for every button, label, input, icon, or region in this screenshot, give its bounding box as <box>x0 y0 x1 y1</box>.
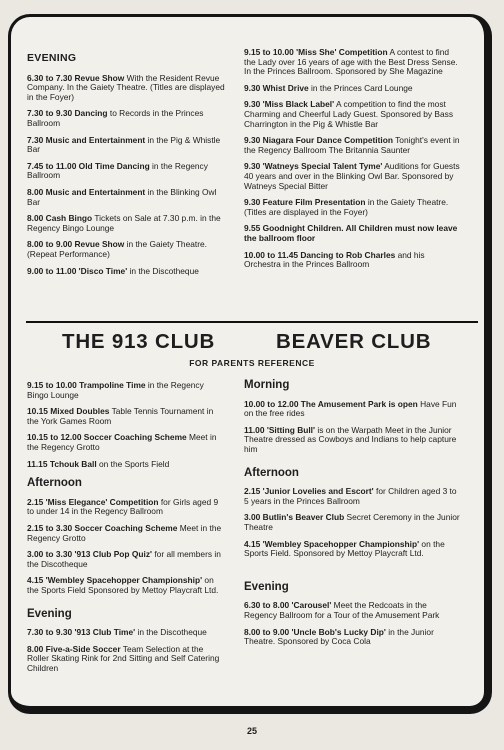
entry-description: Auditions for Guests 40 years and over in the Blinking Owl Bar. Sponsored by Watneys Special Bitter <box>244 161 460 191</box>
entry-description: A contest to find the Lady over 16 years of age with the Best Dress Sense. In the Princes Ballroom. Sponsored by She Magazine <box>244 47 458 77</box>
entry-description: in the Junior Theatre. Sponsored by Coca Cola <box>244 626 434 647</box>
schedule-list <box>27 74 227 277</box>
afternoon-heading: Afternoon <box>27 477 82 490</box>
entry-description: Meet the Redcoats in the Regency Ballroom for a Tour of the Amusement Park <box>244 600 440 620</box>
entry-title: Mixed Doubles <box>47 406 110 417</box>
evening-heading: Evening <box>244 580 289 593</box>
schedule-entry <box>244 400 462 419</box>
entry-title: Revue Show <box>72 72 125 83</box>
entry-time: 9.00 to 11.00 <box>27 265 77 276</box>
entry-time: 7.30 <box>27 134 44 145</box>
schedule-entry <box>244 136 462 155</box>
beaver-club-column <box>244 381 462 654</box>
schedule-entry <box>27 267 227 277</box>
entry-time: 9.15 to 10.00 <box>27 380 77 390</box>
entry-title: 'Disco Time' <box>76 265 128 276</box>
entry-time: 2.15 <box>27 496 44 507</box>
top-left-column <box>27 54 227 283</box>
schedule-entry <box>244 513 462 532</box>
entry-time: 8.00 <box>27 643 44 654</box>
entry-description: Tonight's event in the Regency Ballroom The Britannia Saunter <box>244 135 460 155</box>
entry-title: 'Watneys Special Talent Tyme' <box>260 161 383 172</box>
entry-time: 11.00 <box>244 424 265 435</box>
entry-time: 7.30 to 9.30 <box>27 108 73 119</box>
schedule-entry <box>27 645 227 674</box>
top-right-column <box>244 48 462 277</box>
entry-description: Meet in the Regency Grotto <box>27 522 222 543</box>
entry-title: Goodnight Children. All Children must now leave the ballroom floor <box>244 223 458 243</box>
page-number: 25 <box>246 726 257 736</box>
schedule-entry <box>27 498 227 517</box>
schedule-entry <box>27 74 227 103</box>
entry-title: Butlin's Beaver Club <box>260 512 345 523</box>
afternoon-heading: Afternoon <box>244 466 299 479</box>
entry-title: Five-a-Side Soccer <box>43 643 121 654</box>
entry-time: 6.30 to 7.30 <box>27 72 73 83</box>
entry-description: in the Discotheque <box>127 265 199 276</box>
entry-title: Revue Show <box>72 239 125 250</box>
entry-title: 'Sitting Bull' <box>264 424 316 435</box>
schedule-entry <box>27 162 227 181</box>
entry-time: 9.30 <box>244 135 261 146</box>
beaver-club-title: BEAVER CLUB <box>276 330 432 353</box>
section-divider <box>26 321 478 323</box>
entry-title: 'Miss She' Competition <box>293 47 388 57</box>
entry-time: 4.15 <box>244 538 261 549</box>
entry-description: and his Orchestra in the Princes Ballroom <box>244 249 425 270</box>
entry-time: 3.00 to 3.30 <box>27 549 73 560</box>
entry-time: 4.15 <box>27 575 44 586</box>
entry-description: to Records in the Princes Ballroom <box>27 108 204 128</box>
schedule-entry <box>244 601 462 620</box>
entry-title: Dancing <box>72 108 108 119</box>
schedule-entry <box>244 84 462 94</box>
schedule-entry <box>27 628 227 638</box>
schedule-entry <box>27 460 227 470</box>
evening-list <box>244 601 462 646</box>
entry-title: Niagara Four Dance Competition <box>260 135 393 146</box>
afternoon-list <box>27 498 227 596</box>
entry-description: is on the Warpath Meet in the Junior Theatre dressed as Cowboys and Indians to help capture him <box>244 424 457 454</box>
entry-title: 'Carousel' <box>289 600 332 611</box>
entry-description: in the Regency Ballroom <box>27 160 208 181</box>
entry-title: 'Uncle Bob's Lucky Dip' <box>289 626 386 637</box>
entry-title: Soccer Coaching Scheme <box>72 522 178 533</box>
schedule-entry <box>244 100 462 129</box>
entry-time: 10.15 <box>27 406 48 417</box>
schedule-entry <box>27 136 227 155</box>
entry-description: in the Gaiety Theatre. (Titles are displayed in the Foyer) <box>244 197 449 217</box>
schedule-entry <box>244 426 462 455</box>
entry-time: 8.00 to 9.00 <box>244 626 290 637</box>
entry-description: Meet in the Regency Grotto <box>27 432 217 452</box>
entry-time: 2.15 <box>244 486 261 497</box>
entry-title: Old Time Dancing <box>76 160 150 171</box>
entry-title: Tchouk Ball <box>47 458 97 469</box>
entry-time: 9.30 <box>244 99 261 110</box>
entry-time: 7.45 to 11.00 <box>27 160 77 171</box>
entry-description: Tickets on Sale at 7.30 p.m. in the Regency Bingo Lounge <box>27 213 221 233</box>
entry-time: 8.00 to 9.00 <box>27 239 73 250</box>
morning-list <box>27 381 227 469</box>
morning-heading: Morning <box>244 379 290 391</box>
schedule-entry <box>27 576 227 595</box>
schedule-entry <box>27 407 227 426</box>
entry-description: Table Tennis Tournament in the York Games Room <box>27 406 214 426</box>
entry-description: on the Sports Field Sponsored by Mettoy Playcraft Ltd. <box>27 575 219 595</box>
entry-title: '913 Club Time' <box>72 627 136 638</box>
parents-reference-subtitle: FOR PARENTS REFERENCE <box>189 358 315 368</box>
evening-heading: Evening <box>27 607 72 620</box>
entry-description: in the Princes Card Lounge <box>308 82 413 93</box>
schedule-entry <box>244 162 462 191</box>
evening-list <box>27 628 227 673</box>
entry-title: 'Wembley Spacehopper Championship' <box>260 538 420 549</box>
entry-title: The Amusement Park is open <box>298 398 418 409</box>
schedule-entry <box>27 240 227 259</box>
entry-description: in the Discotheque <box>135 627 207 638</box>
entry-time: 8.00 <box>27 186 44 197</box>
club-913-title: THE 913 CLUB <box>62 330 216 353</box>
entry-time: 7.30 to 9.30 <box>27 627 73 638</box>
entry-title: 'Miss Black Label' <box>260 99 335 110</box>
schedule-entry <box>27 188 227 207</box>
entry-title: 'Wembley Spacehopper Championship' <box>43 575 203 586</box>
schedule-entry <box>244 198 462 217</box>
entry-description: in the Regency Bingo Lounge <box>27 380 204 400</box>
schedule-entry <box>244 628 462 647</box>
entry-title: Dancing to Rob Charles <box>298 249 396 260</box>
entry-description: on the Sports Field <box>96 458 170 469</box>
entry-description: on the Sports Field. Sponsored by Mettoy Playcraft Ltd. <box>244 538 445 559</box>
schedule-entry <box>27 433 227 452</box>
club-913-column <box>27 381 227 680</box>
entry-time: 2.15 to 3.30 <box>27 522 73 533</box>
entry-time: 8.00 <box>27 213 44 224</box>
entry-description: in the Pig & Whistle Bar <box>27 134 221 155</box>
entry-time: 10.00 to 11.45 <box>244 249 299 260</box>
entry-time: 6.30 to 8.00 <box>244 600 290 611</box>
entry-title: '913 Club Pop Quiz' <box>72 549 153 560</box>
entry-title: 'Miss Elegance' Competition <box>43 496 159 507</box>
schedule-entry <box>244 48 462 77</box>
schedule-entry <box>27 550 227 569</box>
entry-time: 10.00 to 12.00 <box>244 398 299 409</box>
entry-time: 9.30 <box>244 197 261 208</box>
entry-description: for Girls aged 9 to under 14 in the Regency Ballroom <box>27 496 219 517</box>
entry-title: 'Junior Lovelies and Escort' <box>260 486 374 497</box>
entry-title: Music and Entertainment <box>43 186 146 197</box>
entry-time: 10.15 to 12.00 <box>27 432 82 443</box>
evening-heading: EVENING <box>27 52 77 64</box>
entry-description: Team Selection at the Roller Skating Rink for 2nd Sitting and Self Catering Children <box>27 643 220 673</box>
entry-description: Have Fun on the free rides <box>244 398 457 419</box>
schedule-entry <box>27 214 227 233</box>
entry-time: 9.30 <box>244 82 261 93</box>
schedule-list <box>244 48 462 270</box>
entry-title: Trampoline Time <box>76 380 146 390</box>
entry-title: Music and Entertainment <box>43 134 146 145</box>
schedule-entry <box>27 524 227 543</box>
entry-time: 3.00 <box>244 512 261 523</box>
entry-description: A competition to find the most Charming and Cheerful Lady Guest. Sponsored by Bass Charrington in the Pig & Whistle Bar <box>244 99 454 129</box>
entry-description: in the Gaiety Theatre. (Repeat Performance) <box>27 239 208 259</box>
entry-description: for Children aged 3 to 5 years in the Princes Ballroom <box>244 486 457 506</box>
entry-title: Soccer Coaching Scheme <box>81 432 187 443</box>
schedule-entry <box>244 540 462 559</box>
schedule-entry <box>27 381 227 400</box>
entry-time: 11.15 <box>27 458 48 469</box>
schedule-entry <box>244 224 462 243</box>
morning-list <box>244 400 462 455</box>
entry-description: for all members in the Discotheque <box>27 549 221 569</box>
entry-title: Feature Film Presentation <box>260 197 366 208</box>
entry-description: With the Resident Revue Company. In the Gaiety Theatre. (Titles are displayed in the Foyer) <box>27 72 225 102</box>
entry-description: Secret Ceremony in the Junior Theatre <box>244 512 460 532</box>
afternoon-list <box>244 487 462 559</box>
entry-title: Cash Bingo <box>43 213 93 224</box>
schedule-entry <box>244 487 462 506</box>
entry-time: 9.30 <box>244 161 261 172</box>
entry-title: Whist Drive <box>260 82 309 93</box>
entry-time: 9.15 to 10.00 <box>244 47 294 57</box>
schedule-entry <box>244 251 462 270</box>
entry-description: in the Blinking Owl Bar <box>27 186 217 207</box>
schedule-entry <box>27 109 227 128</box>
entry-time: 9.55 <box>244 223 261 234</box>
